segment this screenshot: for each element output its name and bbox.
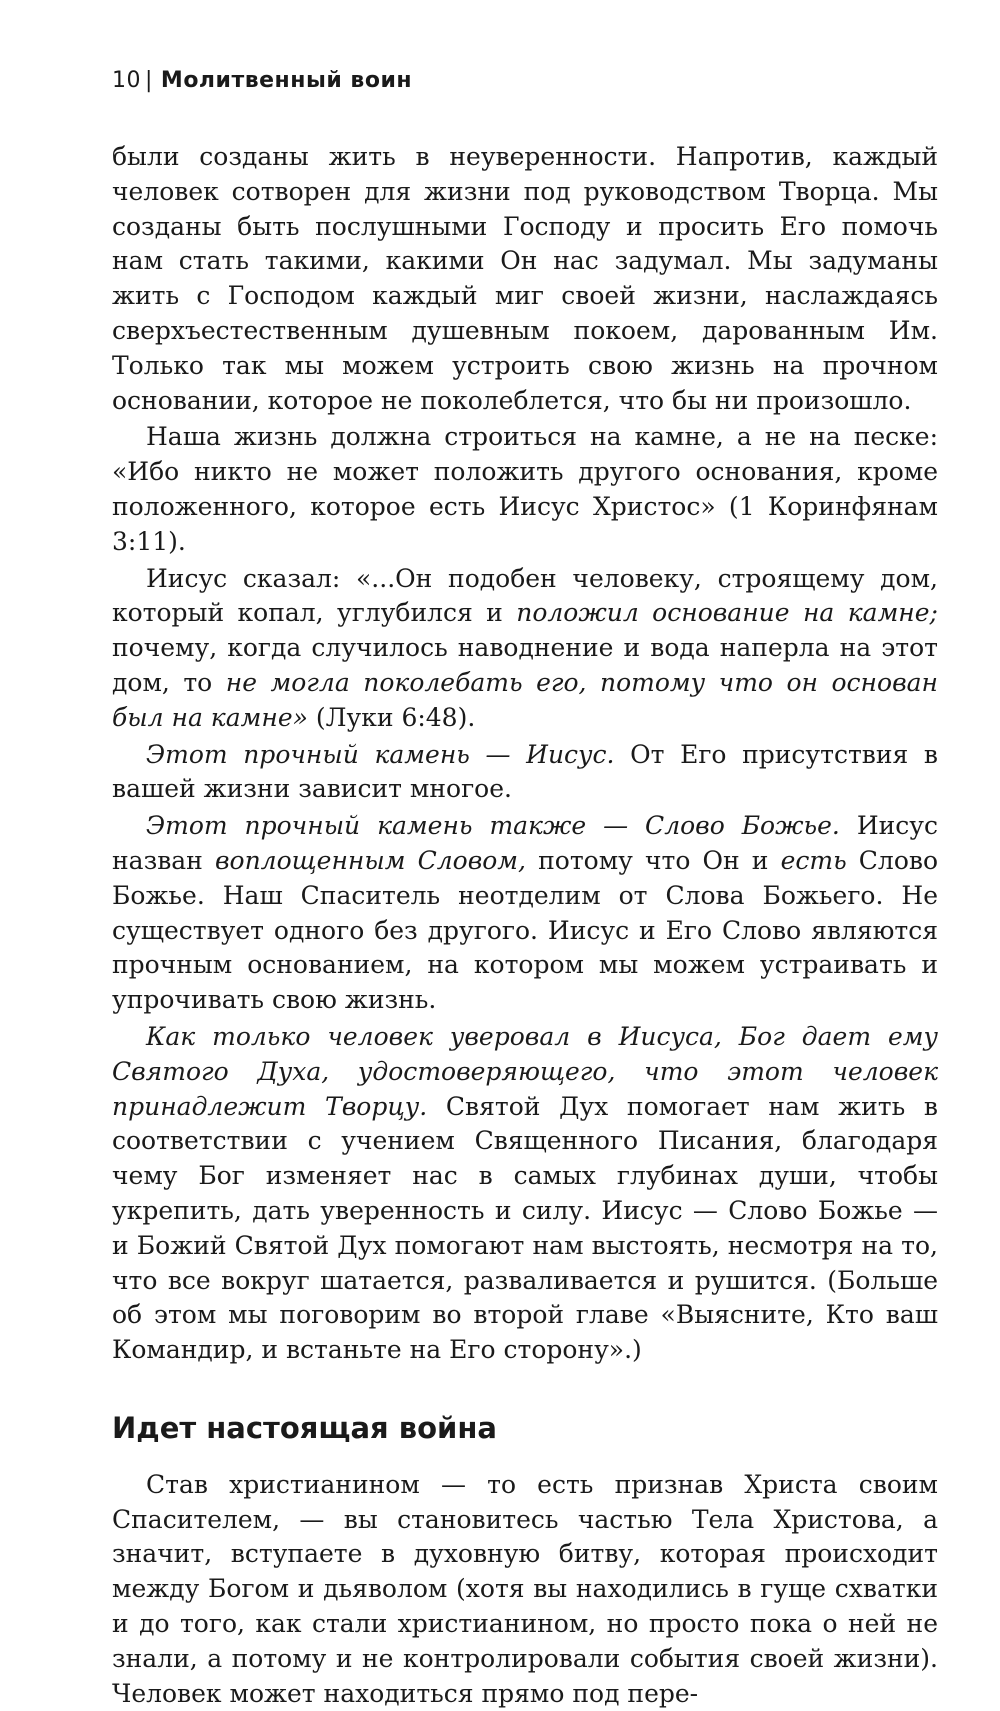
- text-run: Слово Божье. Наш Спаситель неотделим от Слова Божьего. Не существует одного без другого. Иисус и Его Слово являются прочным основанием, на котором мы можем устраивать и упрочивать свою жизнь.: [112, 845, 938, 1015]
- text-run: (Луки 6:48).: [307, 702, 476, 732]
- paragraph: [112, 562, 938, 736]
- italic-text: не могла поколебать его, потому что он основан был на камне»: [112, 667, 938, 732]
- paragraph: [112, 809, 938, 1018]
- text-run: От Его присутствия в вашей жизни зависит многое.: [112, 739, 938, 804]
- text-run: Иисус сказал: «...Он подобен человеку, строящему дом, который копал, углубился и: [112, 563, 938, 628]
- paragraph: [112, 738, 938, 808]
- italic-text: Как только человек уверовал в Иисуса, Бог дает ему Святого Духа, удостоверяющего, что этот человек принадлежит Творцу.: [112, 1021, 938, 1121]
- section-heading: Идет настоящая война: [112, 1410, 497, 1445]
- page-number: 10: [112, 68, 141, 93]
- section-text: [112, 1468, 938, 1711]
- paragraph: [112, 420, 938, 559]
- text-run: потому что Он и: [525, 845, 781, 875]
- text-run: Иисус назван: [112, 811, 938, 875]
- text-run: Святой Дух помогает нам жить в соответствии с учением Священного Писания, благодаря чему Бог изменяет нас в самых глубинах души, чтобы укрепить, дать уверенность и силу. Иисус — Слово Божье — и Божий Святой Дух помогают нам выстоять, несмотря на то, что все вокруг шатается, разваливается и рушится. (Больше об этом мы поговорим во второй главе «Выясните, Кто ваш Командир, и встаньте на Его сторону».): [112, 1091, 938, 1365]
- running-header: [112, 68, 412, 93]
- italic-text: Этот прочный камень — Иисус.: [146, 739, 615, 769]
- text-run: Наша жизнь должна строиться на камне, а не на песке: «Ибо никто не может положить другого основания, кроме положенного, которое есть Иисус Христос» (1 Коринфянам 3:11).: [112, 422, 938, 556]
- paragraph: [112, 1468, 938, 1711]
- text-run: Став христианином — то есть признав Христа своим Спасителем, — вы становитесь частью Тела Христова, а значит, вступаете в духовную битву, которая происходит между Богом и дьяволом (хотя вы находились в гуще схватки и до того, как стали христианином, но просто пока о ней не знали, а потому и не контролировали события своей жизни). Человек может находиться прямо под пере-: [112, 1469, 938, 1708]
- italic-text: есть: [780, 845, 847, 875]
- main-text: [112, 140, 938, 1368]
- page-body: [112, 140, 938, 1711]
- text-run: были созданы жить в неуверенности. Напротив, каждый человек сотворен для жизни под руководством Творца. Мы созданы быть послушными Господу и просить Его помочь нам стать такими, какими Он нас задумал. Мы задуманы жить с Господом каждый миг своей жизни, наслаждаясь сверхъестественным душевным покоем, дарованным Им. Только так мы можем устроить свою жизнь на прочном основании, которое не поколеблется, что бы ни произошло.: [112, 142, 938, 415]
- italic-text: воплощенным Словом,: [214, 845, 526, 875]
- book-title: Молитвенный воин: [160, 68, 413, 93]
- header-separator: |: [145, 68, 153, 93]
- text-run: почему, когда случилось наводнение и вода наперла на этот дом, то: [112, 633, 938, 697]
- paragraph: [112, 1020, 938, 1368]
- italic-text: положил основание на камне;: [516, 598, 938, 628]
- italic-text: Этот прочный камень также — Слово Божье.: [146, 811, 840, 841]
- paragraph: [112, 140, 938, 418]
